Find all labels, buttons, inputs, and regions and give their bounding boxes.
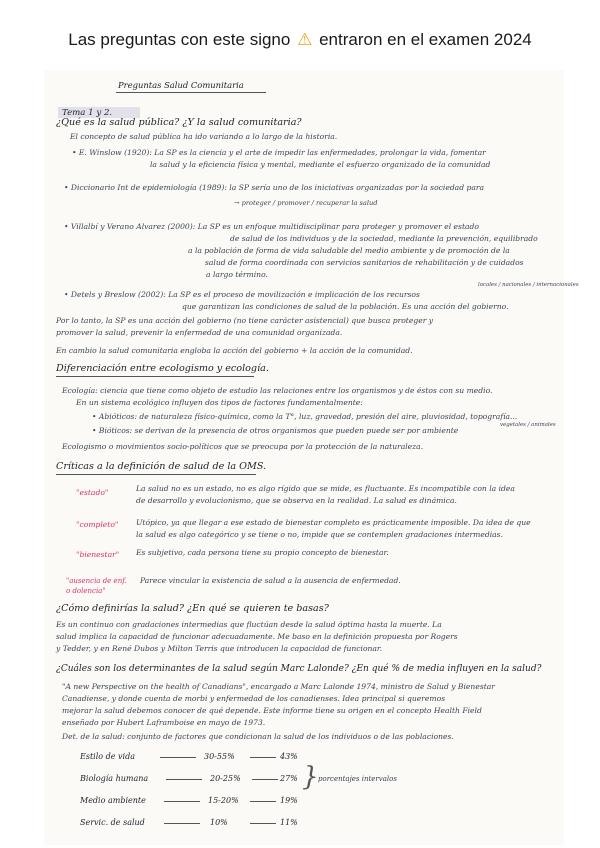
determinant-mean-2: 27%: [280, 774, 298, 783]
q1-line-12: que garantizan las condiciones de salud de la población. Es una acción del gobierno.: [182, 302, 509, 311]
q5-line-5: Det. de la salud: conjunto de factores que condicionan la salud de los individuos o de las poblaciones.: [62, 732, 454, 741]
question-5: ¿Cuáles son los determinantes de la salud según Marc Lalonde? ¿En qué % de media influyen en la salud?: [56, 664, 542, 674]
determinant-mean-4: 11%: [280, 818, 298, 827]
determinant-dash-3: [164, 801, 200, 802]
q1-line-1: El concepto de salud pública ha ido variando a lo largo de la historia.: [70, 132, 338, 141]
q5-line-4: enseñado por Hubert Laframboise en mayo de 1973.: [62, 718, 266, 727]
determinant-dash-4: [164, 823, 200, 824]
q2-line-5: Ecologismo o movimientos socio-políticos que se preocupa por la protección de la naturaleza.: [62, 442, 424, 451]
q4-line-3: y Tedder, y en René Dubos y Milton Terris que introducen la capacidad de funcionar.: [56, 644, 383, 653]
question-2-underline: [56, 376, 254, 377]
critique-tag-4: "ausencia de enf. o dolencia": [66, 577, 127, 595]
q2-line-3: • Abióticos: de naturaleza físico-química, como la T°, luz, gravedad, presión del aire, pluviosidad, topografía...: [92, 412, 518, 421]
critique-tag-3: "bienestar": [76, 550, 120, 559]
q1-line-8: a la población de forma de vida saludable del medio ambiente y de promoción de la: [188, 246, 510, 255]
critique-text-4: Parece vincular la existencia de salud a la ausencia de enfermedad.: [140, 576, 401, 585]
critique-text-1a: La salud no es un estado, no es algo rígido que se mide, es fluctuante. Es incompatible con la idea: [136, 484, 515, 493]
exam-banner: [0, 30, 600, 50]
q1-line-14: promover la salud, prevenir la enfermedad de una comunidad organizada.: [56, 328, 343, 337]
q4-line-1: Es un continuo con gradaciones intermedias que fluctúan desde la salud óptima hasta la muerte. La: [56, 620, 442, 629]
q4-line-2: salud implica la capacidad de funcionar adecuadamente. Me baso en la definición propuesta por Rogers: [56, 632, 458, 641]
q5-line-3: mejorar la salud debemos conocer de qué depende. Este informe tiene su origen en el concepto Health Field: [62, 706, 482, 715]
question-3: Críticas a la definición de salud de la OMS.: [56, 461, 267, 472]
title-underline: [116, 92, 266, 93]
q2-line-4: • Bióticos: se derivan de la presencia de otros organismos que pueden puede ser por ambiente: [92, 426, 459, 435]
determinant-range-3: 15-20%: [208, 796, 239, 805]
question-2: Diferenciación entre ecologismo y ecología.: [56, 363, 269, 374]
critique-text-2a: Utópico, ya que llegar a ese estado de bienestar completo es prácticamente imposible. Da idea de que: [136, 518, 531, 527]
determinant-mean-3: 19%: [280, 796, 298, 805]
q1-line-6: • Villalbí y Verano Alvarez (2000): La SP es un enfoque multidisciplinar para proteger y promover el estado: [64, 222, 479, 231]
q2-line-2: En un sistema ecológico influyen dos tipos de factores fundamentalmente:: [76, 398, 363, 407]
q1-line-3: la salud y la eficiencia física y mental, mediante el esfuerzo organizado de la comunidad: [150, 160, 491, 169]
q1-line-15: En cambio la salud comunitaria engloba la acción del gobierno + la acción de la comunidad.: [56, 346, 413, 355]
critique-text-1b: de desarrollo y evolucionismo, que se observa en la realidad. La salud es dinámica.: [136, 496, 457, 505]
determinant-dash-7: [250, 801, 276, 802]
tema-label: Tema 1 y 2.: [62, 108, 113, 118]
warning-icon: ⚠: [297, 30, 313, 49]
q1-line-11: • Detels y Breslow (2002): La SP es el proceso de movilización e implicación de los recursos: [64, 290, 420, 299]
banner-text-before: Las preguntas con este signo: [68, 30, 291, 49]
question-1: [56, 118, 302, 128]
q1-line-10: a largo término.: [206, 270, 268, 279]
determinant-dash-1: [160, 757, 196, 758]
percentages-note: porcentajes intervalos: [318, 775, 397, 783]
q1-line-13: Por lo tanto, la SP es una acción del gobierno (no tiene carácter asistencial) que busca proteger y: [56, 316, 434, 325]
determinant-mean-1: 43%: [280, 752, 298, 761]
determinant-dash-6: [252, 779, 278, 780]
determinant-range-2: 20-25%: [210, 774, 241, 783]
determinant-dash-8: [250, 823, 276, 824]
q1-line-7: de salud de los individuos y de la sociedad, mediante la prevención, equilibrado: [230, 234, 538, 243]
q1-line-9: salud de forma coordinada con servicios sanitarios de rehabilitación y de cuidados: [205, 258, 524, 267]
determinant-dash-5: [250, 757, 276, 758]
determinant-name-2: Biología humana: [80, 774, 149, 783]
q5-line-2: Canadiense, y donde cuenta de morbi y enfermedad de los canadienses. Idea principal si queremos: [62, 694, 446, 703]
critique-text-3: Es subjetivo, cada persona tiene su propio concepto de bienestar.: [136, 548, 389, 557]
determinant-range-1: 30-55%: [204, 752, 235, 761]
determinant-name-3: Medio ambiente: [80, 796, 146, 805]
q1-line-4: • Diccionario Int de epidemiología (1989): la SP sería uno de los iniciativas organizadas por la sociedad para: [64, 183, 485, 192]
q2-biotic-note: vegetales / animales: [500, 422, 556, 428]
critique-tag-2: "completo": [76, 520, 119, 529]
q2-line-1: Ecología: ciencia que tiene como objeto de estudio las relaciones entre los organismos y de éstos con su medio.: [62, 386, 493, 395]
determinant-name-1: Estilo de vida: [80, 752, 136, 761]
determinant-dash-2: [166, 779, 202, 780]
banner-text-after: entraron en el examen 2024: [319, 30, 532, 49]
determinant-name-4: Servic. de salud: [80, 818, 145, 827]
q5-line-1: "A new Perspective on the health of Canadians", encargado a Marc Lalonde 1974, ministro de Salud y Bienestar: [62, 682, 495, 691]
q1-line-5: → proteger / promover / recuperar la salud: [234, 199, 378, 207]
question-3-underline: [56, 474, 256, 475]
determinant-range-4: 10%: [210, 818, 228, 827]
question-1-text: ¿Qué es la salud pública? ¿Y la salud comunitaria?: [56, 117, 302, 128]
notes-title: Preguntas Salud Comunitaria: [118, 80, 244, 90]
brace-icon: }: [302, 762, 319, 792]
q1-line-2: • E. Winslow (1920): La SP es la ciencia y el arte de impedir las enfermedades, prolongar la vida, fomentar: [72, 148, 486, 157]
critique-text-2b: la salud es algo categórico y se tiene o no, impide que se contemplen gradaciones intermedias.: [136, 530, 503, 539]
q1-scope-note: locales / nacionales / internacionales: [478, 282, 579, 288]
critique-tag-1: "estado": [76, 488, 109, 497]
question-4: ¿Cómo definirías la salud? ¿En qué se quieren te basas?: [56, 603, 329, 614]
